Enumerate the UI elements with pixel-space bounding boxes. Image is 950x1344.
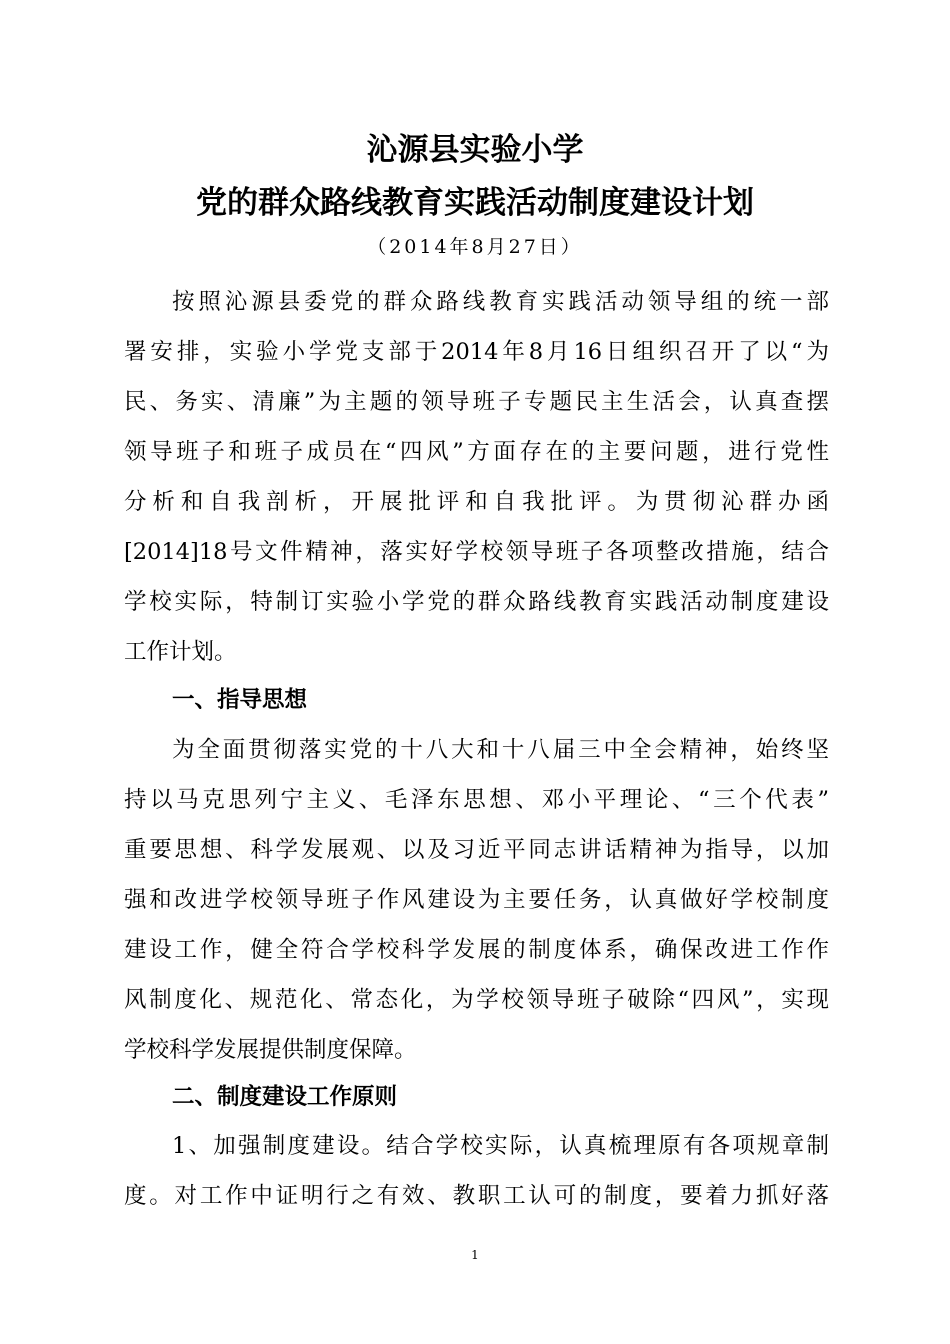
document-title-line-2: 党的群众路线教育实践活动制度建设计划 [196, 185, 754, 221]
page-number: 1 [471, 1248, 479, 1262]
intro-line: 民、务实、清廉”为主题的领导班子专题民主生活会，认真查摆 [124, 389, 829, 415]
section-heading-guiding-ideology: 一、指导思想 [172, 687, 308, 713]
intro-line: 工作计划。 [124, 639, 237, 665]
section1-line: 风制度化、规范化、常态化，为学校领导班子破除“四风”，实现 [124, 987, 829, 1013]
intro-line: 学校实际，特制订实验小学党的群众路线教育实践活动制度建设 [124, 589, 829, 615]
section2-line: 1、加强制度建设。结合学校实际，认真梳理原有各项规章制 [172, 1133, 829, 1159]
intro-line: 分析和自我剖析，开展批评和自我批评。为贯彻沁群办函 [124, 489, 829, 515]
document-title-line-1: 沁源县实验小学 [366, 132, 584, 168]
document-date: （2014年8月27日） [367, 236, 583, 258]
section2-line: 度。对工作中证明行之有效、教职工认可的制度，要着力抓好落 [124, 1183, 829, 1209]
section1-line: 学校科学发展提供制度保障。 [124, 1037, 417, 1063]
section1-line: 强和改进学校领导班子作风建设为主要任务，认真做好学校制度 [124, 887, 829, 913]
section1-line: 建设工作，健全符合学校科学发展的制度体系，确保改进工作作 [124, 937, 829, 963]
intro-line: 按照沁源县委党的群众路线教育实践活动领导组的统一部 [172, 289, 829, 315]
intro-line: [2014]18号文件精神，落实好学校领导班子各项整改措施，结合 [124, 539, 829, 565]
section1-line: 重要思想、科学发展观、以及习近平同志讲话精神为指导，以加 [124, 837, 829, 863]
section1-line: 持以马克思列宁主义、毛泽东思想、邓小平理论、“三个代表” [124, 787, 829, 813]
intro-line: 署安排，实验小学党支部于2014年8月16日组织召开了以“为 [124, 339, 829, 365]
intro-line: 领导班子和班子成员在“四风”方面存在的主要问题，进行党性 [124, 439, 829, 465]
section1-line: 为全面贯彻落实党的十八大和十八届三中全会精神，始终坚 [172, 737, 829, 763]
section-heading-principles: 二、制度建设工作原则 [172, 1084, 398, 1110]
